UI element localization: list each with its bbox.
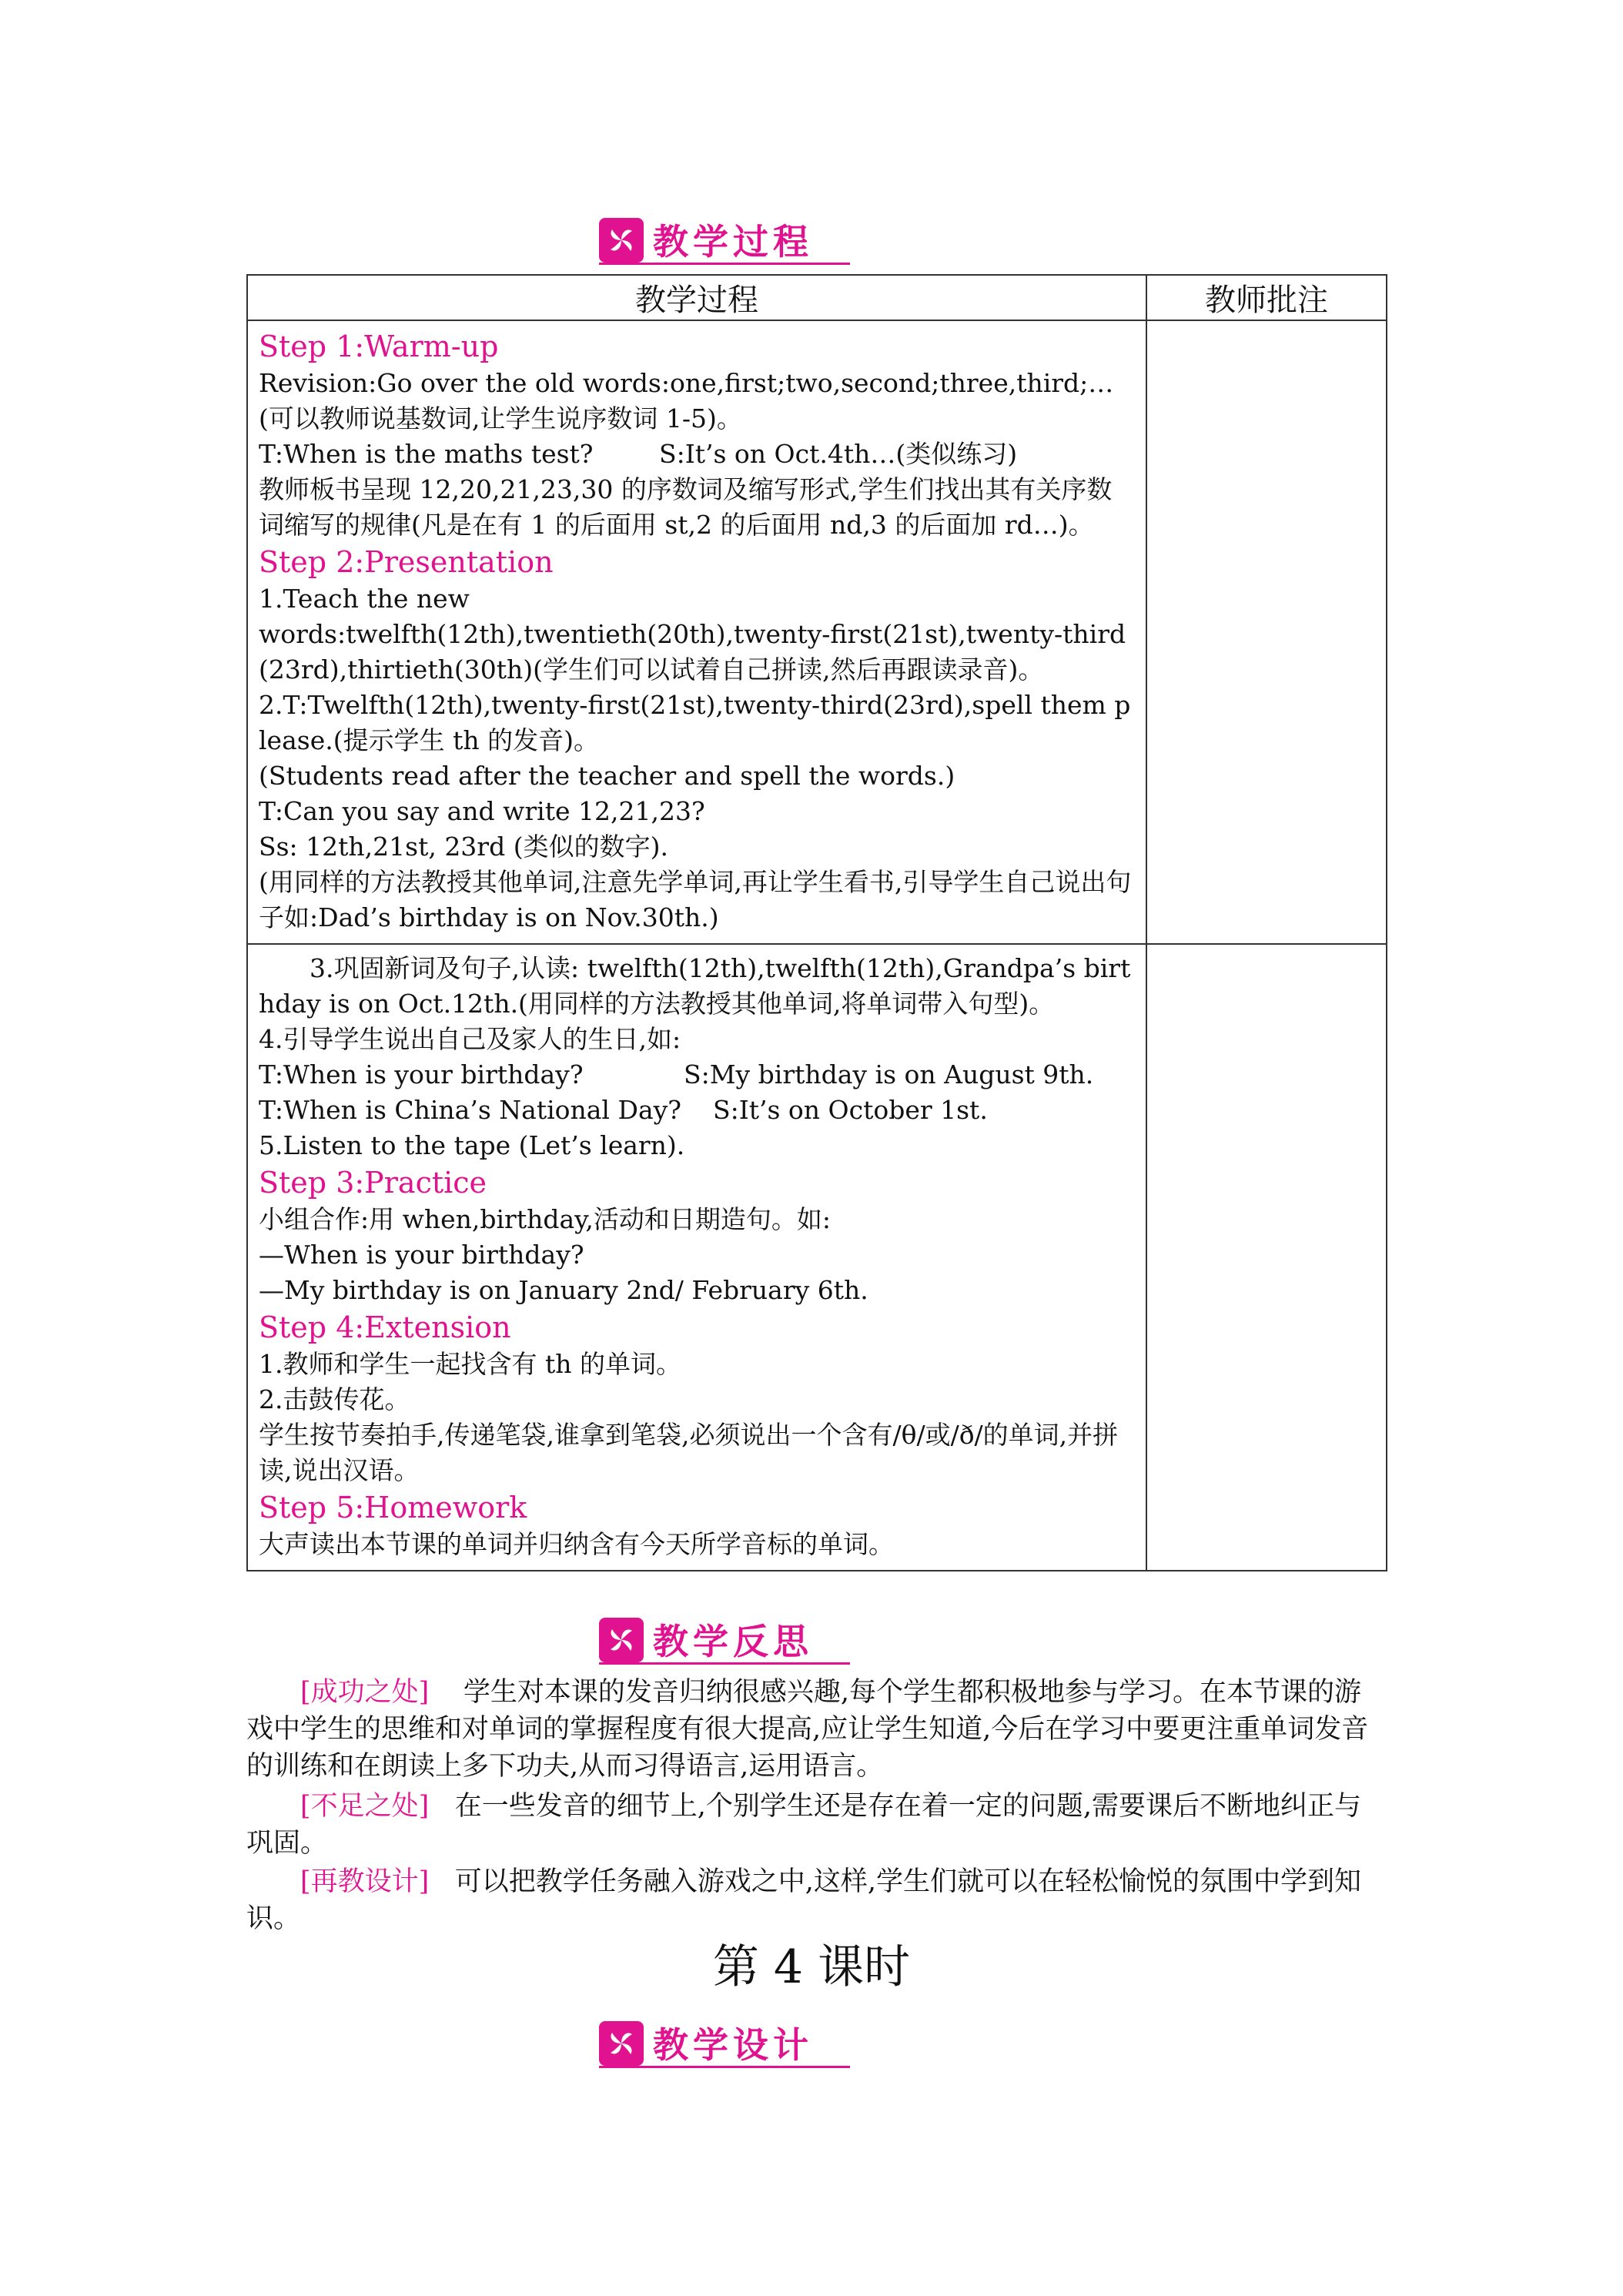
- step5-line1: 大声读出本节课的单词并归纳含有今天所学音标的单词。: [259, 1529, 894, 1559]
- shortfall-tag: [不足之处]: [300, 1791, 430, 1822]
- step2-ss: Ss: 12th,21st, 23rd (类似的数字).: [259, 832, 668, 862]
- notes-cell-1: [1146, 320, 1387, 944]
- section-header-design: [599, 2019, 813, 2068]
- step2-item2: 2.T:Twelfth(12th),twenty-first(21st),twenty-third(23rd),spell them please.(提示学生 th 的发音)。: [259, 690, 1131, 755]
- step1-s: S:It’s on Oct.4th…(类似练习): [659, 439, 1018, 469]
- step4-line1: 1.教师和学生一起找含有 th 的单词。: [259, 1349, 681, 1379]
- section-underline: [599, 263, 850, 265]
- step3-line1: 小组合作:用 when,birthday,活动和日期造句。如:: [259, 1204, 832, 1234]
- dialogue-1-s: S:My birthday is on August 9th.: [684, 1059, 1094, 1089]
- section-underline: [599, 2066, 850, 2068]
- dialogue-2: [259, 1093, 1135, 1128]
- step1-revision: Revision:Go over the old words:one,first;two,second;three,third;…(可以教师说基数词,让学生说序数词 1-5)。: [259, 368, 1114, 433]
- step2-students: (Students read after the teacher and spell the words.): [259, 761, 955, 791]
- step2-t: T:Can you say and write 12,21,23?: [259, 796, 705, 826]
- section-header-process: [599, 216, 813, 265]
- redesign-text: 可以把教学任务融入游戏之中,这样,学生们就可以在轻松愉悦的氛围中学到知识。: [246, 1866, 1361, 1934]
- lesson-process-table: [246, 274, 1387, 1571]
- section-title: 教学反思: [653, 1621, 813, 1662]
- step4-line3: 学生按节奏拍手,传递笔袋,谁拿到笔袋,必须说出一个含有/θ/或/ð/的单词,并拼读,说出汉语。: [259, 1420, 1119, 1485]
- col-header-notes: 教师批注: [1146, 275, 1387, 320]
- step1-rule: 教师板书呈现 12,20,21,23,30 的序数词及缩写形式,学生们找出其有关序数词缩写的规律(凡是在有 1 的后面用 st,2 的后面用 nd,3 的后面加 rd…)。: [259, 474, 1113, 540]
- dialogue-1-t: T:When is your birthday?: [259, 1059, 584, 1089]
- notes-cell-2: [1146, 944, 1387, 1571]
- step2-title: Step 2:Presentation: [259, 545, 554, 579]
- lesson-title: 第 4 课时: [712, 1940, 911, 1994]
- shortfall-text: 在一些发音的细节上,个别学生还是存在着一定的问题,需要课后不断地纠正与巩固。: [246, 1791, 1361, 1859]
- pinwheel-icon: [599, 1618, 644, 1662]
- success-tag: [成功之处]: [300, 1677, 430, 1708]
- section-header-reflection: [599, 1615, 813, 1665]
- step2-method: (用同样的方法教授其他单词,注意先学单词,再让学生看书,引导学生自己说出句子如:Dad’s birthday is on Nov.30th.): [259, 867, 1132, 932]
- section-underline: [599, 1662, 850, 1665]
- item5: 5.Listen to the tape (Let’s learn).: [259, 1130, 685, 1160]
- dialogue-2-s: S:It’s on October 1st.: [713, 1095, 988, 1125]
- item3: 3.巩固新词及句子,认读: twelfth(12th),twelfth(12th),Grandpa’s birthday is on Oct.12th.(用同样的方法教授其他单词,将单词带入句型)。: [259, 953, 1131, 1019]
- step3-line3: —My birthday is on January 2nd/ February 6th.: [259, 1275, 868, 1305]
- process-cell-1: [247, 320, 1146, 944]
- step3-line2: —When is your birthday?: [259, 1240, 584, 1270]
- step3-title: Step 3:Practice: [259, 1166, 487, 1200]
- item4: 4.引导学生说出自己及家人的生日,如:: [259, 1024, 681, 1054]
- reflection-redesign: [246, 1863, 1386, 1937]
- process-cell-2: [247, 944, 1146, 1571]
- redesign-tag: [再教设计]: [300, 1866, 430, 1897]
- pinwheel-icon: [599, 2021, 644, 2066]
- section-title: 教学过程: [653, 221, 813, 263]
- dialogue-1: [259, 1057, 1135, 1093]
- pinwheel-icon: [599, 218, 644, 263]
- col-header-process: 教学过程: [247, 275, 1146, 320]
- step1-title: Step 1:Warm-up: [259, 330, 499, 363]
- table-row: [247, 320, 1387, 944]
- step2-item1a: 1.Teach the new: [259, 584, 470, 614]
- step5-title: Step 5:Homework: [259, 1491, 527, 1525]
- dialogue-2-t: T:When is China’s National Day?: [259, 1095, 681, 1125]
- table-row: [247, 944, 1387, 1571]
- step1-dialogue: [259, 437, 1135, 472]
- step2-item1b: words:twelfth(12th),twentieth(20th),twenty-first(21st),twenty-third(23rd),thirtieth(30th)(学生们可以试着自己拼读,然后再跟读录音)。: [259, 619, 1126, 684]
- section-title: 教学设计: [653, 2024, 813, 2066]
- table-header-row: [247, 275, 1387, 320]
- success-text: 学生对本课的发音归纳很感兴趣,每个学生都积极地参与学习。在本节课的游戏中学生的思维和对单词的掌握程度有很大提高,应让学生知道,今后在学习中要更注重单词发音的训练和在朗读上多下功夫,从而习得语言,运用语言。: [246, 1677, 1369, 1782]
- reflection-shortfall: [246, 1788, 1386, 1862]
- reflection-success: [246, 1674, 1386, 1785]
- step1-t: T:When is the maths test?: [259, 439, 594, 469]
- step4-title: Step 4:Extension: [259, 1310, 511, 1344]
- step4-line2: 2.击鼓传花。: [259, 1384, 410, 1414]
